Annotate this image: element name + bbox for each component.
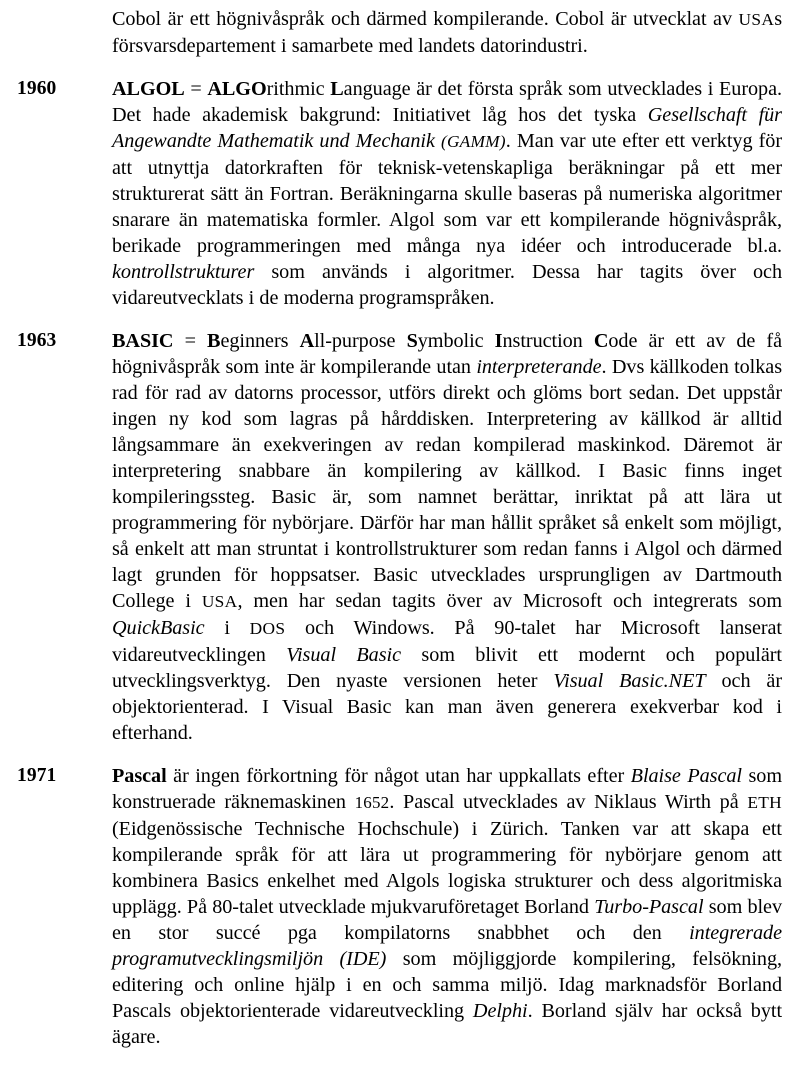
paragraph-text: BASIC = Beginners All-purpose Symbolic Instruction Code är ett av de få högnivåspråk som inte är kompilerande utan interpreterande. Dvs källkoden tolkas rad för rad av datorns processor, utförs direkt och glöms bort sedan. Det uppstår ingen ny kod som lagras på hårddisken. Interpretering av källkod är alltid långsammare än exekveringen av redan kompilerad maskinkod. Däremot är interpretering snabbare än kompilering av källkod. I Basic finns inget kompileringssteg. Basic är, som namnet berättar, inriktat på att lära ut programmering för nybörjare. Därför har man hållit språket så enkelt som möjligt, så enkelt att man struntat i kontrollstrukturer som redan fanns i Algol och därmed lagt grunden för hoppsatser. Basic utvecklades ursprungligen av Dartmouth College i USA, men har sedan tagits över av Microsoft och integrerats som QuickBasic i DOS och Windows. På 90-talet har Microsoft lanserat vidareutvecklingen Visual Basic som blivit ett modernt och populärt utvecklingsverktyg. Den nyaste versionen heter Visual Basic.NET och är objektorienterad. I Visual Basic kan man även generera exekverbar kod i efterhand. xyxy=(112,330,783,744)
entry-spacer xyxy=(17,746,782,763)
entry-basic xyxy=(17,328,782,746)
entry-pascal xyxy=(17,763,782,1050)
entry-algol xyxy=(17,76,782,311)
entry-body xyxy=(112,763,782,1050)
entry-body xyxy=(112,328,782,746)
paragraph-text: Pascal är ingen förkortning för något utan har uppkallats efter Blaise Pascal som konstruerade räknemaskinen 1652. Pascal utvecklades av Niklaus Wirth på ETH (Eidgenössische Technische Hochschule) i Zürich. Tanken var att skapa ett kompilerande språk för att lära ut programmering för nybörjare genom att kombinera Basics enkelhet med Algols logiska strukturer och dess algoritmiska upplägg. På 80-talet utvecklade mjukvaruföretaget Borland Turbo-Pascal som blev en stor succé pga kompilatorns snabbhet och den integrerade programutvecklingsmiljön (IDE) som möjliggjorde kompilering, felsökning, editering och online hjälp i en och samma miljö. Idag marknadsför Borland Pascals objektorienterade vidareutveckling Delphi. Borland själv har också bytt ägare. xyxy=(112,765,783,1048)
year-label-1971: 1971 xyxy=(17,765,57,786)
year-label-1960: 1960 xyxy=(17,78,57,99)
entry-spacer xyxy=(17,311,782,328)
paragraph-text: Cobol är ett högnivåspråk och därmed kompilerande. Cobol är utvecklat av USAs försvarsdepartement i samarbete med landets datorindustri. xyxy=(112,8,782,57)
entry-body xyxy=(112,6,782,59)
year-label-1963: 1963 xyxy=(17,330,57,351)
paragraph-text: ALGOL = ALGOrithmic Language är det första språk som utvecklades i Europa. Det hade akademisk bakgrund: Initiativet låg hos det tyska Gesellschaft für Angewandte Mathematik und Mechanik (GAMM). Man var ute efter ett verktyg för att utnyttja datorkraften för teknisk-vetenskapliga beräkningar på ett mer strukturerat sätt än Fortran. Beräkningarna skulle baseras på numeriska algoritmer snarare än matematiska formler. Algol som var ett kompilerande högnivåspråk, berikade programmeringen med många nya idéer och introducerade bl.a. kontrollstrukturer som används i algoritmer. Dessa har tagits över och vidareutvecklats i de moderna programspråken. xyxy=(112,78,782,309)
entry-body xyxy=(112,76,782,311)
entry-cobol-continuation xyxy=(17,6,782,59)
entry-spacer xyxy=(17,59,782,76)
